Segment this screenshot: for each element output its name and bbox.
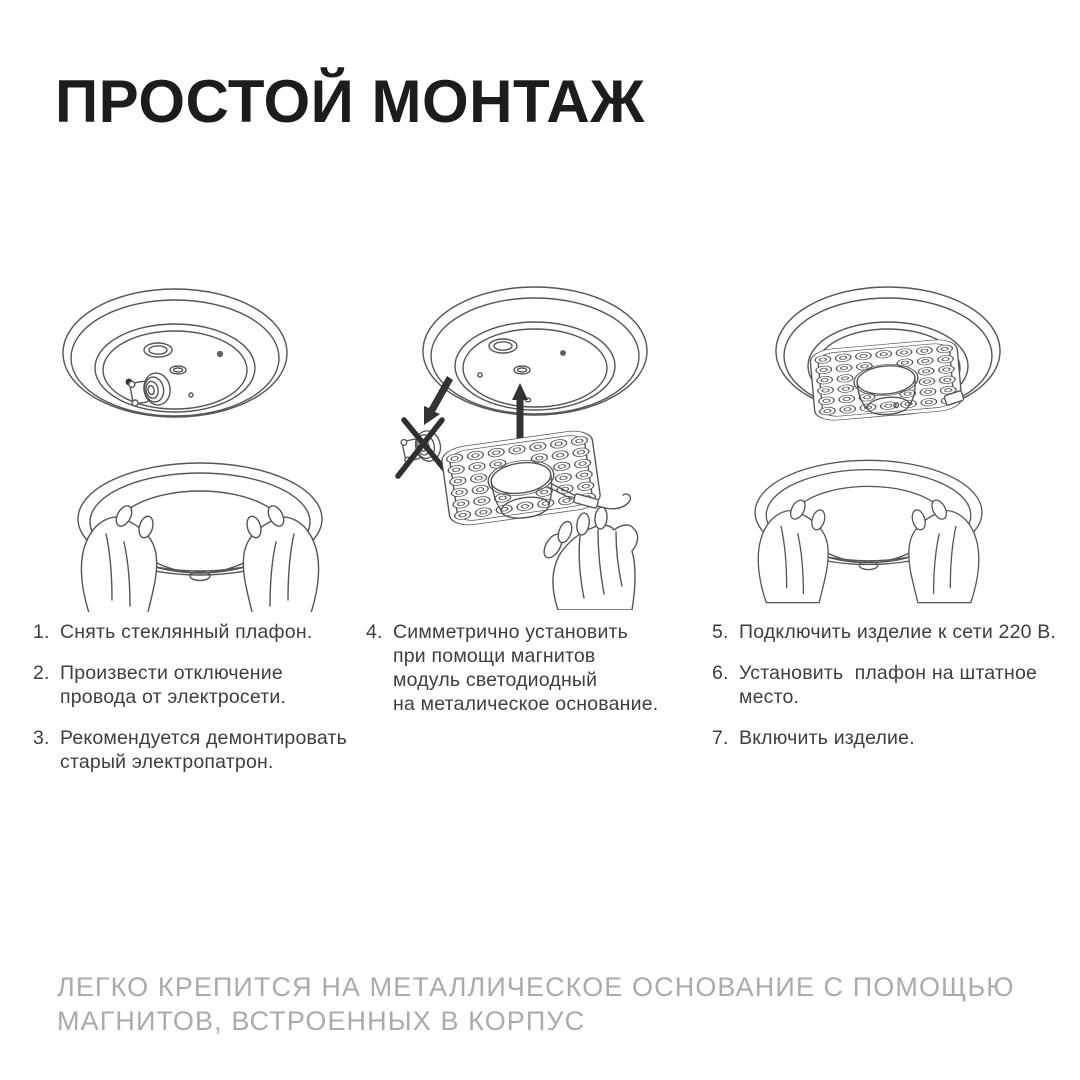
step-text-line: Установить плафон на штатное — [739, 662, 1038, 684]
step-text — [739, 620, 1056, 644]
figure-module-installed — [740, 280, 1040, 610]
glass-shade-with-hands — [78, 463, 322, 612]
glass-shade-with-hands — [755, 460, 982, 602]
step-text — [60, 726, 347, 774]
steps-column-1 — [33, 620, 368, 791]
led-module-drawing — [440, 428, 602, 527]
step-text — [739, 661, 1037, 709]
step-item-1 — [33, 620, 368, 644]
step-text-line: Произвести отключение — [60, 662, 283, 684]
step-text-line: Снять стеклянный плафон. — [60, 621, 313, 643]
step-text — [60, 620, 312, 644]
step-text-line: модуль светодиодный — [393, 669, 598, 691]
figure-install-led-module — [390, 280, 690, 610]
holding-hand — [540, 507, 637, 610]
steps-column-3 — [712, 620, 1072, 767]
step-item-5 — [712, 620, 1072, 644]
step-number: 6. — [712, 662, 729, 684]
step-item-7 — [712, 726, 1072, 750]
ceiling-base-drawing — [776, 287, 1000, 422]
step-text-line: при помощи магнитов — [393, 645, 596, 667]
step-number: 1. — [33, 621, 50, 643]
step-number: 2. — [33, 662, 50, 684]
step-number: 5. — [712, 621, 729, 643]
step-text — [60, 661, 286, 709]
lamp-socket-icon — [128, 371, 173, 409]
steps-column-2 — [366, 620, 701, 733]
step-text-line: Включить изделие. — [739, 727, 915, 749]
step-item-2 — [33, 661, 368, 709]
step-text — [739, 726, 915, 750]
step-number: 4. — [366, 621, 383, 643]
step-item-6 — [712, 661, 1072, 709]
step-text-line: Рекомендуется демонтировать — [60, 727, 347, 749]
step-text-line: Подключить изделие к сети 220 В. — [739, 621, 1057, 643]
step-number: 7. — [712, 727, 729, 749]
footer-note-line: ЛЕГКО КРЕПИТСЯ НА МЕТАЛЛИЧЕСКОЕ ОСНОВАНИЕ С ПОМОЩЬЮ — [57, 972, 1015, 1002]
ceiling-base-drawing — [63, 289, 287, 417]
step-text-line: место. — [739, 686, 800, 708]
step-text-line: провода от электросети. — [60, 686, 287, 708]
page-title: ПРОСТОЙ МОНТАЖ — [55, 68, 645, 135]
step-text — [393, 620, 658, 716]
figure-remove-glass-shade — [45, 282, 345, 612]
install-led-module-drawing — [390, 280, 690, 610]
step-text-line: старый электропатрон. — [60, 751, 274, 773]
step-text-line: Симметрично установить — [393, 621, 629, 643]
step-text-line: на металическое основание. — [393, 693, 659, 715]
installed-led-module — [809, 338, 964, 422]
footer-note-line: МАГНИТОВ, ВСТРОЕННЫХ В КОРПУС — [57, 1006, 586, 1036]
footer-note — [57, 970, 1047, 1038]
ceiling-base-drawing — [423, 287, 647, 415]
module-installed-attach-shade-drawing — [740, 280, 1040, 610]
step-item-4 — [366, 620, 701, 716]
remove-glass-shade-drawing — [45, 282, 345, 612]
step-item-3 — [33, 726, 368, 774]
step-number: 3. — [33, 727, 50, 749]
